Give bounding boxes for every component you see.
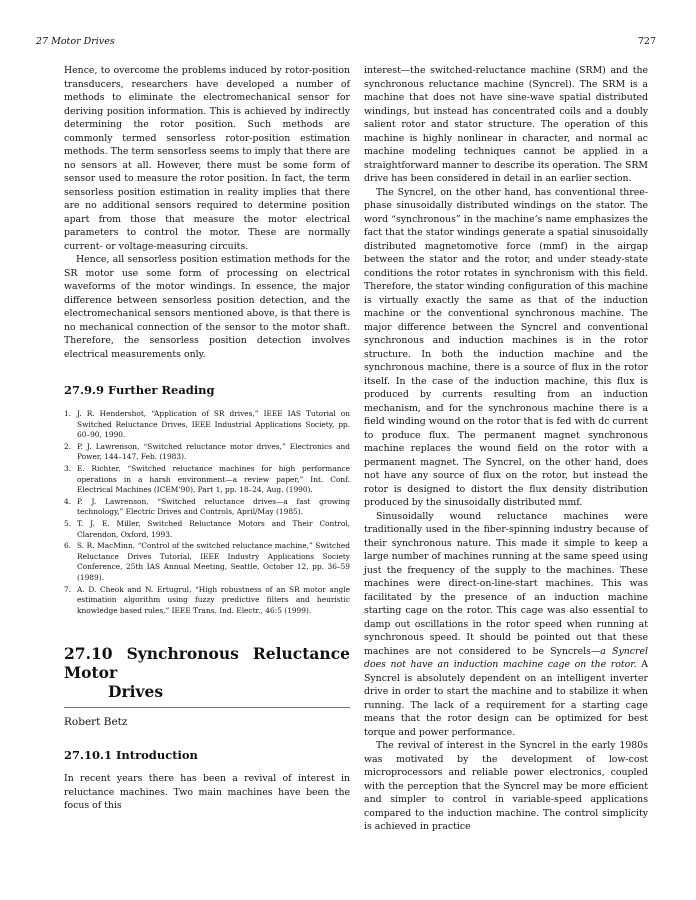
- reference-item: [64, 497, 350, 518]
- left-column: [64, 64, 350, 813]
- running-header: [36, 36, 656, 47]
- right-paragraph-2: The Syncrel, on the other hand, has conventional three-phase sinusoidally distributed windings on the stator. The word “synchronous” in the machine’s name emphasizes the fact that the stator windings generate a spatial sinusoidally distributed magnetomotive force (mmf) in the airgap between the stator and the rotor, and under steady-state conditions the rotor rotates in synchronism with this field. Therefore, the stator winding configuration of this machine is virtually exactly the same as that of the induction machine or the conventional synchronous machine. The major difference between the Syncrel and conventional synchronous and induction machines is in the rotor structure. In both the induction machine and the synchronous machine, there is a source of flux in the rotor itself. In the case of the induction machine, this flux is produced by currents resulting from an induction mechanism, and for the synchronous machine there is a field winding wound on the rotor that is fed with dc current to produce flux. The permanent magnet synchronous machine replaces the wound field on the rotor with a permanent magnet. The Syncrel, on the other hand, does not have any source of flux on the rotor, but instead the rotor is designed to distort the flux density distribution produced by the sinusoidally distributed mmf.: [364, 186, 648, 508]
- section-title-line-1: 27.10 Synchronous Reluctance Motor: [64, 644, 350, 683]
- reference-item: [64, 409, 350, 441]
- reference-text: P. J. Lawrenson, “Switched reluctance drives—a fast growing technology,” Electric Drives and Controls, April/May (1985).: [77, 496, 350, 517]
- reference-text: E. Richter, “Switched reluctance machines for high performance operations in a harsh environment—a review paper,” Int. Conf. Electrical Machines (ICEM’90), Part 1, pp. 18–24, Aug. (1990).: [77, 463, 350, 495]
- reference-number: 7.: [64, 584, 72, 594]
- paragraph-3-emphasis: a Syncrel does not have an induction machine cage on the rotor.: [364, 645, 648, 670]
- paragraph-3-text-start: Sinusoidally wound reluctance machines were traditionally used in the fiber-spinning industry because of their synchronous nature. This made it simple to keep a large number of machines running at the same speed using just the frequency of the supply to the machines. These machines were direct-on-line-start machines. This was facilitated by the presence of an induction machine starting cage on the rotor. This cage was also essential to damp out oscillations in the rotor speed when running at synchronous speed. It should be pointed out that these machines are not considered to be Syncrels—: [364, 510, 648, 657]
- chapter-title: 27 Motor Drives: [36, 36, 115, 47]
- right-column: [364, 64, 648, 834]
- introduction-paragraph: In recent years there has been a revival of interest in reluctance machines. Two main machines have been the focus of this: [64, 773, 350, 812]
- reference-number: 5.: [64, 518, 72, 528]
- right-paragraph-4: The revival of interest in the Syncrel in the early 1980s was motivated by the development of low-cost microprocessors and reliable power electronics, coupled with the perception that the Syncrel may be more efficient and simpler to control in variable-speed applications compared to the induction machine. The control simplicity is achieved in practice: [364, 740, 648, 832]
- section-title: [64, 644, 350, 701]
- reference-text: S. R. MacMinn, “Control of the switched reluctance machine,” Switched Reluctance Drives Tutorial, IEEE Industry Applications Society Conference, 25th IAS Annual Meeting, Seattle, October 12, pp. 36–59 (1989).: [77, 541, 350, 582]
- reference-number: 6.: [64, 541, 72, 551]
- reference-number: 1.: [64, 409, 72, 418]
- reference-number: 4.: [64, 496, 72, 506]
- reference-item: [64, 585, 350, 617]
- further-reading-heading: 27.9.9 Further Reading: [64, 383, 215, 397]
- section-title-line-2: Drives: [108, 682, 164, 702]
- introduction-heading: 27.10.1 Introduction: [64, 748, 198, 763]
- reference-item: [64, 464, 350, 496]
- section-rule: [64, 707, 350, 708]
- paragraph-3-text-end: A Syncrel is absolutely dependent on an intelligent inverter drive in order to start the machine and to stabilize it when running. The lack of a requirement for a starting cage means that the rotor design can be optimized for best torque and power performance.: [364, 659, 648, 738]
- reference-number: 3.: [64, 463, 72, 473]
- reference-text: P. J. Lawrenson, “Switched reluctance motor drives,” Electronics and Power, 144–147, Feb. (1983).: [77, 441, 350, 462]
- page-number: 727: [637, 36, 656, 47]
- reference-list: [64, 409, 350, 616]
- author: Robert Betz: [64, 716, 128, 729]
- reference-item: [64, 519, 350, 540]
- right-paragraph-1: interest—the switched-reluctance machine (SRM) and the synchronous reluctance machine (Syncrel). The SRM is a machine that does not have sine-wave spatial distributed windings, but instead has concentrated coils and a doubly salient rotor and stator structure. The operation of this machine is highly nonlinear in character, and normal ac machine modeling techniques cannot be applied in a straightforward manner to describe its operation. The SRM drive has been considered in detail in an earlier section.: [364, 65, 648, 184]
- reference-text: J. R. Hendershot, “Application of SR drives,” IEEE IAS Tutorial on Switched Reluctance Drives, IEEE Industrial Applications Society, pp. 60–90, 1990.: [77, 409, 350, 440]
- left-paragraph-2: Hence, all sensorless position estimation methods for the SR motor use some form of processing on electrical waveforms of the motor windings. In essence, the major difference between sensorless position detection, and the electromechanical sensors mentioned above, is that there is no mechanical connection of the sensor to the motor shaft. Therefore, the sensorless position detection involves electrical measurements only.: [64, 254, 350, 360]
- reference-item: [64, 442, 350, 463]
- right-paragraph-3: [364, 510, 648, 740]
- reference-item: [64, 541, 350, 583]
- reference-number: 2.: [64, 441, 72, 451]
- reference-text: T. J. E. Miller, Switched Reluctance Motors and Their Control, Clarendon, Oxford, 1993.: [77, 518, 350, 539]
- left-paragraph-1: Hence, to overcome the problems induced by rotor-position transducers, researchers have developed a number of methods to eliminate the electromechanical sensor for deriving position information. This is achieved by indirectly determining the rotor position. Such methods are commonly termed sensorless rotor-position estimation methods. The term sensorless seems to imply that there are no sensors at all. However, there must be some form of sensor used to measure the rotor position. In fact, the term sensorless position estimation in reality implies that there are no additional sensors required to determine position apart from those that measure the motor electrical parameters to control the motor. These are normally current- or voltage-measuring circuits.: [64, 65, 350, 252]
- reference-text: A. D. Cheok and N. Ertugrul, “High robustness of an SR motor angle estimation algorithm using fuzzy predictive filters and heuristic knowledge based rules,” IEEE Trans. Ind. Electr., 46:5 (1999).: [77, 584, 350, 615]
